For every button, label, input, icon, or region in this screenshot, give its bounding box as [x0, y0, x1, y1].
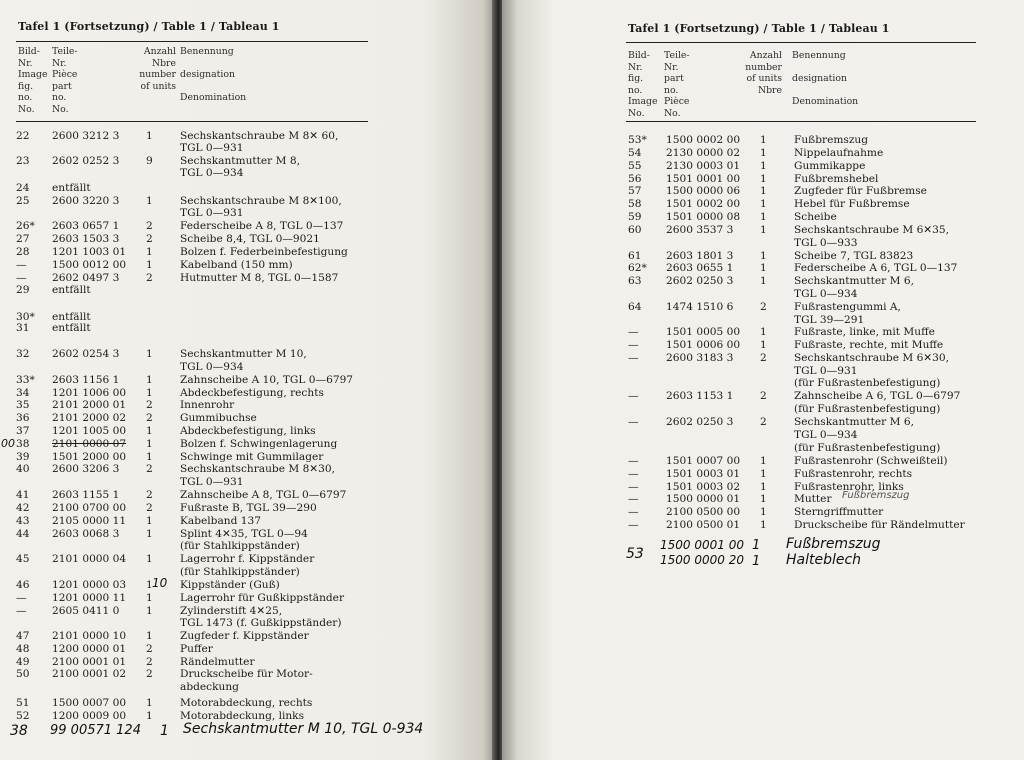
part-name: Sechskantschraube M 8✕100, — [180, 195, 342, 207]
part-name: Zahnscheibe A 6, TGL 0—6797 — [794, 390, 961, 402]
part-number: 2603 1503 3 — [52, 233, 120, 245]
part-name: Fußraste B, TGL 39—290 — [180, 502, 317, 514]
quantity: 2 — [146, 463, 153, 475]
part-name: Gummibuchse — [180, 412, 257, 424]
part-name: (für Fußrastenbefestigung) — [794, 442, 941, 454]
fig-number: — — [628, 481, 639, 493]
part-name: (für Fußrastenbefestigung) — [794, 403, 941, 415]
fig-number: 54 — [628, 147, 642, 159]
page-title: Tafel 1 (Fortsetzung) / Table 1 / Tableau 1 — [628, 22, 890, 35]
quantity: 1 — [760, 275, 767, 287]
fig-number: 41 — [16, 489, 30, 501]
part-name: Zahnscheibe A 8, TGL 0—6797 — [180, 489, 347, 501]
part-name: TGL 0—931 — [794, 365, 858, 377]
part-name: Lagerrohr für Gußkippständer — [180, 592, 345, 604]
part-number: 2603 0655 1 — [666, 262, 734, 274]
part-name: TGL 0—934 — [794, 429, 858, 441]
part-name: (für Stahlkippständer) — [180, 566, 300, 578]
part-number: 2130 0000 02 — [666, 147, 741, 159]
part-number: 1500 0002 00 — [666, 134, 741, 146]
right-page — [502, 0, 1024, 760]
quantity: 1 — [760, 198, 767, 210]
handwritten-part-number-1: 1500 0001 00 — [660, 538, 744, 552]
handwritten-name: Sechskantmutter M 10, TGL 0-934 — [183, 721, 424, 737]
fig-number: 26* — [16, 220, 35, 232]
fig-number: — — [628, 416, 639, 428]
part-number: 2101 0000 07 — [52, 438, 127, 450]
part-number: 1501 0007 00 — [666, 455, 741, 467]
part-name: TGL 0—931 — [180, 142, 244, 154]
header-fig-column: Bild- Nr. fig. no. Image No. — [628, 50, 658, 119]
part-number: 1501 0003 02 — [666, 481, 741, 493]
handwritten-qty: 1 — [160, 723, 169, 739]
quantity: 1 — [760, 211, 767, 223]
part-number: 2602 0252 3 — [52, 155, 120, 167]
part-name: (für Fußrastenbefestigung) — [794, 377, 941, 389]
part-name: Motorabdeckung, rechts — [180, 697, 313, 709]
fig-number: — — [628, 352, 639, 364]
handwritten-part-number: 99 00571 124 — [50, 723, 141, 738]
part-number: 2602 0497 3 — [52, 272, 120, 284]
quantity: 1 — [760, 468, 767, 480]
header-top-rule — [16, 41, 368, 42]
fig-number: 55 — [628, 160, 642, 172]
left-page — [0, 0, 498, 760]
part-name: Zahnscheibe A 10, TGL 0—6797 — [180, 374, 354, 386]
part-number: 2605 0411 0 — [52, 605, 120, 617]
fig-number: 30* — [16, 311, 35, 323]
quantity: 2 — [146, 233, 153, 245]
fig-number: — — [628, 468, 639, 480]
part-name: Fußraste, rechte, mit Muffe — [794, 339, 944, 351]
fig-number: 45 — [16, 553, 30, 565]
quantity: 1 — [146, 630, 153, 642]
quantity: 1 — [760, 519, 767, 531]
quantity: 2 — [146, 220, 153, 232]
page-title: Tafel 1 (Fortsetzung) / Table 1 / Tableau 1 — [18, 20, 280, 33]
quantity: 1 — [146, 592, 153, 604]
fig-number: 40 — [16, 463, 30, 475]
fig-number: — — [16, 272, 27, 284]
part-name: Sechskantmutter M 6, — [794, 416, 914, 428]
part-number: 2101 2000 02 — [52, 412, 127, 424]
fig-number: 38 — [16, 438, 30, 450]
quantity: 2 — [760, 301, 767, 313]
header-bottom-rule — [626, 121, 976, 122]
quantity: 1 — [146, 195, 153, 207]
part-name: Abdeckbefestigung, rechts — [180, 387, 324, 399]
part-name: Scheibe — [794, 211, 837, 223]
part-number: 1200 0000 01 — [52, 643, 127, 655]
part-number: 1500 0012 00 — [52, 259, 127, 271]
part-name: Nippelaufnahme — [794, 147, 884, 159]
part-number: 1501 0001 00 — [666, 173, 741, 185]
fig-number: 28 — [16, 246, 30, 258]
part-number: 2603 0068 3 — [52, 528, 120, 540]
fig-number: 57 — [628, 185, 642, 197]
fig-number: — — [16, 605, 27, 617]
handwritten-margin-mark: 00 — [1, 437, 15, 450]
quantity: 1 — [146, 425, 153, 437]
part-number: 2105 0000 11 — [52, 515, 127, 527]
quantity: 1 — [760, 262, 767, 274]
quantity: 1 — [146, 348, 153, 360]
part-name: Fußraste, linke, mit Muffe — [794, 326, 935, 338]
part-number: 2603 1156 1 — [52, 374, 120, 386]
fig-number: 32 — [16, 348, 30, 360]
part-name: Kabelband 137 — [180, 515, 261, 527]
quantity: 1 — [146, 374, 153, 386]
quantity: 2 — [760, 352, 767, 364]
header-qty-column: Anzahl Nbre number of units — [139, 46, 176, 92]
quantity: 9 — [146, 155, 153, 167]
fig-number: 62* — [628, 262, 647, 274]
part-name: Rändelmutter — [180, 656, 255, 668]
fig-number: — — [16, 259, 27, 271]
quantity: 1 — [760, 493, 767, 505]
fig-number: 50 — [16, 668, 30, 680]
part-name: Fußbremszug — [794, 134, 869, 146]
fig-number: 64 — [628, 301, 642, 313]
part-name: Sechskantschraube M 8✕ 60, — [180, 130, 339, 142]
part-number: 2600 3183 3 — [666, 352, 734, 364]
header-name-column: Benennung designation Denomination — [792, 50, 859, 107]
quantity: 2 — [146, 643, 153, 655]
fig-number: 47 — [16, 630, 30, 642]
part-number: 1501 0000 08 — [666, 211, 741, 223]
part-name: Mutter — [794, 493, 832, 505]
part-name: Hutmutter M 8, TGL 0—1587 — [180, 272, 339, 284]
part-number: 2603 1801 3 — [666, 250, 734, 262]
quantity: 2 — [146, 489, 153, 501]
fig-number: 52 — [16, 710, 30, 722]
fig-number: 42 — [16, 502, 30, 514]
fig-number: 49 — [16, 656, 30, 668]
part-name: TGL 39—291 — [794, 314, 865, 326]
part-number: 1201 1005 00 — [52, 425, 127, 437]
fig-number: — — [628, 455, 639, 467]
fig-number: — — [628, 390, 639, 402]
part-number: 2603 0657 1 — [52, 220, 120, 232]
part-number: 1500 0007 00 — [52, 697, 127, 709]
part-name: Kabelband (150 mm) — [180, 259, 293, 271]
fig-number: 25 — [16, 195, 30, 207]
part-name: Sterngriffmutter — [794, 506, 884, 518]
fig-number: 34 — [16, 387, 30, 399]
part-name: Motorabdeckung, links — [180, 710, 305, 722]
part-number: 2602 0254 3 — [52, 348, 120, 360]
quantity: 2 — [146, 502, 153, 514]
fig-number: 59 — [628, 211, 642, 223]
quantity: 1 — [760, 134, 767, 146]
handwritten-qty-1: 1 — [752, 538, 761, 553]
quantity: 1 — [146, 259, 153, 271]
fig-number: 36 — [16, 412, 30, 424]
part-number: 2101 0000 10 — [52, 630, 127, 642]
part-number: 2602 0250 3 — [666, 416, 734, 428]
part-number: 2600 3220 3 — [52, 195, 120, 207]
fig-number: 61 — [628, 250, 642, 262]
part-name: Fußrastengummi A, — [794, 301, 901, 313]
quantity: 2 — [760, 390, 767, 402]
fig-number: 22 — [16, 130, 30, 142]
part-number: 1501 0002 00 — [666, 198, 741, 210]
fig-number: 37 — [16, 425, 30, 437]
quantity: 2 — [146, 399, 153, 411]
header-top-rule — [626, 42, 976, 43]
part-number: 1474 1510 6 — [666, 301, 734, 313]
quantity: 1 — [760, 339, 767, 351]
part-number: 1501 0005 00 — [666, 326, 741, 338]
quantity: 1 — [146, 579, 153, 591]
part-name: Zylinderstift 4✕25, — [180, 605, 283, 617]
part-number: 2602 0250 3 — [666, 275, 734, 287]
part-number: 1201 0000 11 — [52, 592, 127, 604]
part-number: 1201 0000 03 — [52, 579, 127, 591]
quantity: 1 — [760, 185, 767, 197]
quantity: 2 — [146, 668, 153, 680]
part-name: Fußbremshebel — [794, 173, 879, 185]
part-name: TGL 0—933 — [794, 237, 858, 249]
quantity: 1 — [760, 455, 767, 467]
part-name: Puffer — [180, 643, 213, 655]
part-number: 2600 3206 3 — [52, 463, 120, 475]
quantity: 1 — [760, 224, 767, 236]
quantity: 2 — [146, 412, 153, 424]
part-name: Scheibe 7, TGL 83823 — [794, 250, 914, 262]
part-number: 2101 2000 01 — [52, 399, 127, 411]
part-name: Abdeckbefestigung, links — [180, 425, 316, 437]
quantity: 1 — [760, 160, 767, 172]
quantity: 1 — [146, 246, 153, 258]
quantity: 1 — [146, 387, 153, 399]
fig-number: 33* — [16, 374, 35, 386]
part-number: entfällt — [52, 311, 91, 323]
part-number: 2603 1155 1 — [52, 489, 120, 501]
part-number: entfällt — [52, 182, 91, 194]
fig-number: 44 — [16, 528, 30, 540]
part-number: 2100 0500 01 — [666, 519, 741, 531]
part-name: TGL 0—931 — [180, 476, 244, 488]
quantity: 1 — [146, 528, 153, 540]
part-number: 2101 0000 04 — [52, 553, 127, 565]
handwritten-name-2: Halteblech — [786, 552, 862, 568]
fig-number: — — [628, 493, 639, 505]
part-number: 1501 2000 00 — [52, 451, 127, 463]
quantity: 1 — [760, 326, 767, 338]
handwritten-fig: 53 — [626, 546, 644, 562]
part-name: Sechskantmutter M 10, — [180, 348, 307, 360]
fig-number: 31 — [16, 322, 30, 334]
part-number: 1500 0000 01 — [666, 493, 741, 505]
quantity: 1 — [760, 506, 767, 518]
part-name: Splint 4✕35, TGL 0—94 — [180, 528, 308, 540]
quantity: 1 — [146, 697, 153, 709]
handwritten-qty-correction: 10 — [152, 576, 168, 590]
handwritten-part-number-2: 1500 0000 20 — [660, 553, 744, 567]
header-bottom-rule — [16, 121, 368, 122]
quantity: 2 — [146, 656, 153, 668]
fig-number: — — [628, 519, 639, 531]
part-name: Sechskantmutter M 8, — [180, 155, 300, 167]
part-number: 2100 0001 01 — [52, 656, 127, 668]
part-name: Druckscheibe für Motor- — [180, 668, 313, 680]
part-name: Innenrohr — [180, 399, 235, 411]
part-number: 2600 3212 3 — [52, 130, 120, 142]
part-name: Sechskantmutter M 6, — [794, 275, 914, 287]
quantity: 1 — [146, 553, 153, 565]
part-number: 1501 0006 00 — [666, 339, 741, 351]
quantity: 1 — [760, 147, 767, 159]
part-name: Hebel für Fußbremse — [794, 198, 910, 210]
quantity: 2 — [760, 416, 767, 428]
fig-number: 29 — [16, 284, 30, 296]
part-name: Bolzen f. Federbeinbefestigung — [180, 246, 348, 258]
handwritten-mutter-note: Fußbremszug — [842, 490, 910, 501]
part-number: 1501 0003 01 — [666, 468, 741, 480]
header-part-column: Teile- Nr. part no. Pièce No. — [664, 50, 690, 119]
part-number: 2100 0700 00 — [52, 502, 127, 514]
header-fig-column: Bild- Nr. Image fig. no. No. — [18, 46, 48, 115]
fig-number: 56 — [628, 173, 642, 185]
quantity: 1 — [146, 710, 153, 722]
part-name: Fußrastenrohr (Schweißteil) — [794, 455, 948, 467]
part-number: entfällt — [52, 322, 91, 334]
part-number: 2603 1153 1 — [666, 390, 734, 402]
part-name: abdeckung — [180, 681, 239, 693]
handwritten-qty-2: 1 — [752, 554, 761, 569]
quantity: 1 — [146, 605, 153, 617]
quantity: 1 — [760, 250, 767, 262]
quantity: 1 — [760, 173, 767, 185]
part-number: 2600 3537 3 — [666, 224, 734, 236]
quantity: 2 — [146, 272, 153, 284]
fig-number: — — [628, 506, 639, 518]
fig-number: 51 — [16, 697, 30, 709]
fig-number: 23 — [16, 155, 30, 167]
fig-number: — — [16, 592, 27, 604]
quantity: 1 — [146, 438, 153, 450]
fig-number: 43 — [16, 515, 30, 527]
part-name: Zugfeder f. Kippständer — [180, 630, 309, 642]
part-name: (für Stahlkippständer) — [180, 540, 300, 552]
fig-number: 24 — [16, 182, 30, 194]
quantity: 1 — [146, 130, 153, 142]
part-name: TGL 0—931 — [180, 207, 244, 219]
quantity: 1 — [146, 515, 153, 527]
fig-number: 39 — [16, 451, 30, 463]
header-name-column: Benennung designation Denomination — [180, 46, 247, 103]
fig-number: — — [628, 339, 639, 351]
part-name: Scheibe 8,4, TGL 0—9021 — [180, 233, 320, 245]
fig-number: — — [628, 326, 639, 338]
header-part-column: Teile- Nr. Pièce part no. No. — [52, 46, 78, 115]
quantity: 1 — [146, 451, 153, 463]
fig-number: 58 — [628, 198, 642, 210]
part-name: Schwinge mit Gummilager — [180, 451, 324, 463]
part-name: Lagerrohr f. Kippständer — [180, 553, 315, 565]
part-name: Druckscheibe für Rändelmutter — [794, 519, 965, 531]
fig-number: 48 — [16, 643, 30, 655]
handwritten-fig: 38 — [10, 723, 28, 739]
part-name: Gummikappe — [794, 160, 866, 172]
header-qty-column: Anzahl number of units Nbre — [745, 50, 782, 96]
part-name: Kippständer (Guß) — [180, 579, 280, 591]
fig-number: 27 — [16, 233, 30, 245]
part-name: TGL 0—934 — [794, 288, 858, 300]
part-number: entfällt — [52, 284, 91, 296]
part-name: Fußrastenrohr, links — [794, 481, 904, 493]
part-number: 2100 0500 00 — [666, 506, 741, 518]
part-number: 1200 0009 00 — [52, 710, 127, 722]
part-name: TGL 0—934 — [180, 167, 244, 179]
part-number: 1201 1003 01 — [52, 246, 127, 258]
part-name: Sechskantschraube M 6✕30, — [794, 352, 950, 364]
part-name: Bolzen f. Schwingenlagerung — [180, 438, 338, 450]
part-name: Zugfeder für Fußbremse — [794, 185, 927, 197]
fig-number: 53* — [628, 134, 647, 146]
part-number: 1201 1006 00 — [52, 387, 127, 399]
fig-number: 35 — [16, 399, 30, 411]
part-name: Sechskantschraube M 6✕35, — [794, 224, 950, 236]
quantity: 1 — [760, 481, 767, 493]
part-name: TGL 1473 (f. Gußkippständer) — [180, 617, 342, 629]
part-name: Federscheibe A 6, TGL 0—137 — [794, 262, 958, 274]
handwritten-name-1: Fußbremszug — [786, 536, 881, 552]
part-name: Sechskantschraube M 8✕30, — [180, 463, 336, 475]
part-name: TGL 0—934 — [180, 361, 244, 373]
fig-number: 63 — [628, 275, 642, 287]
fig-number: 46 — [16, 579, 30, 591]
part-number: 1500 0000 06 — [666, 185, 741, 197]
part-name: Federscheibe A 8, TGL 0—137 — [180, 220, 344, 232]
part-number: 2130 0003 01 — [666, 160, 741, 172]
part-name: Fußrastenrohr, rechts — [794, 468, 913, 480]
part-number: 2100 0001 02 — [52, 668, 127, 680]
fig-number: 60 — [628, 224, 642, 236]
